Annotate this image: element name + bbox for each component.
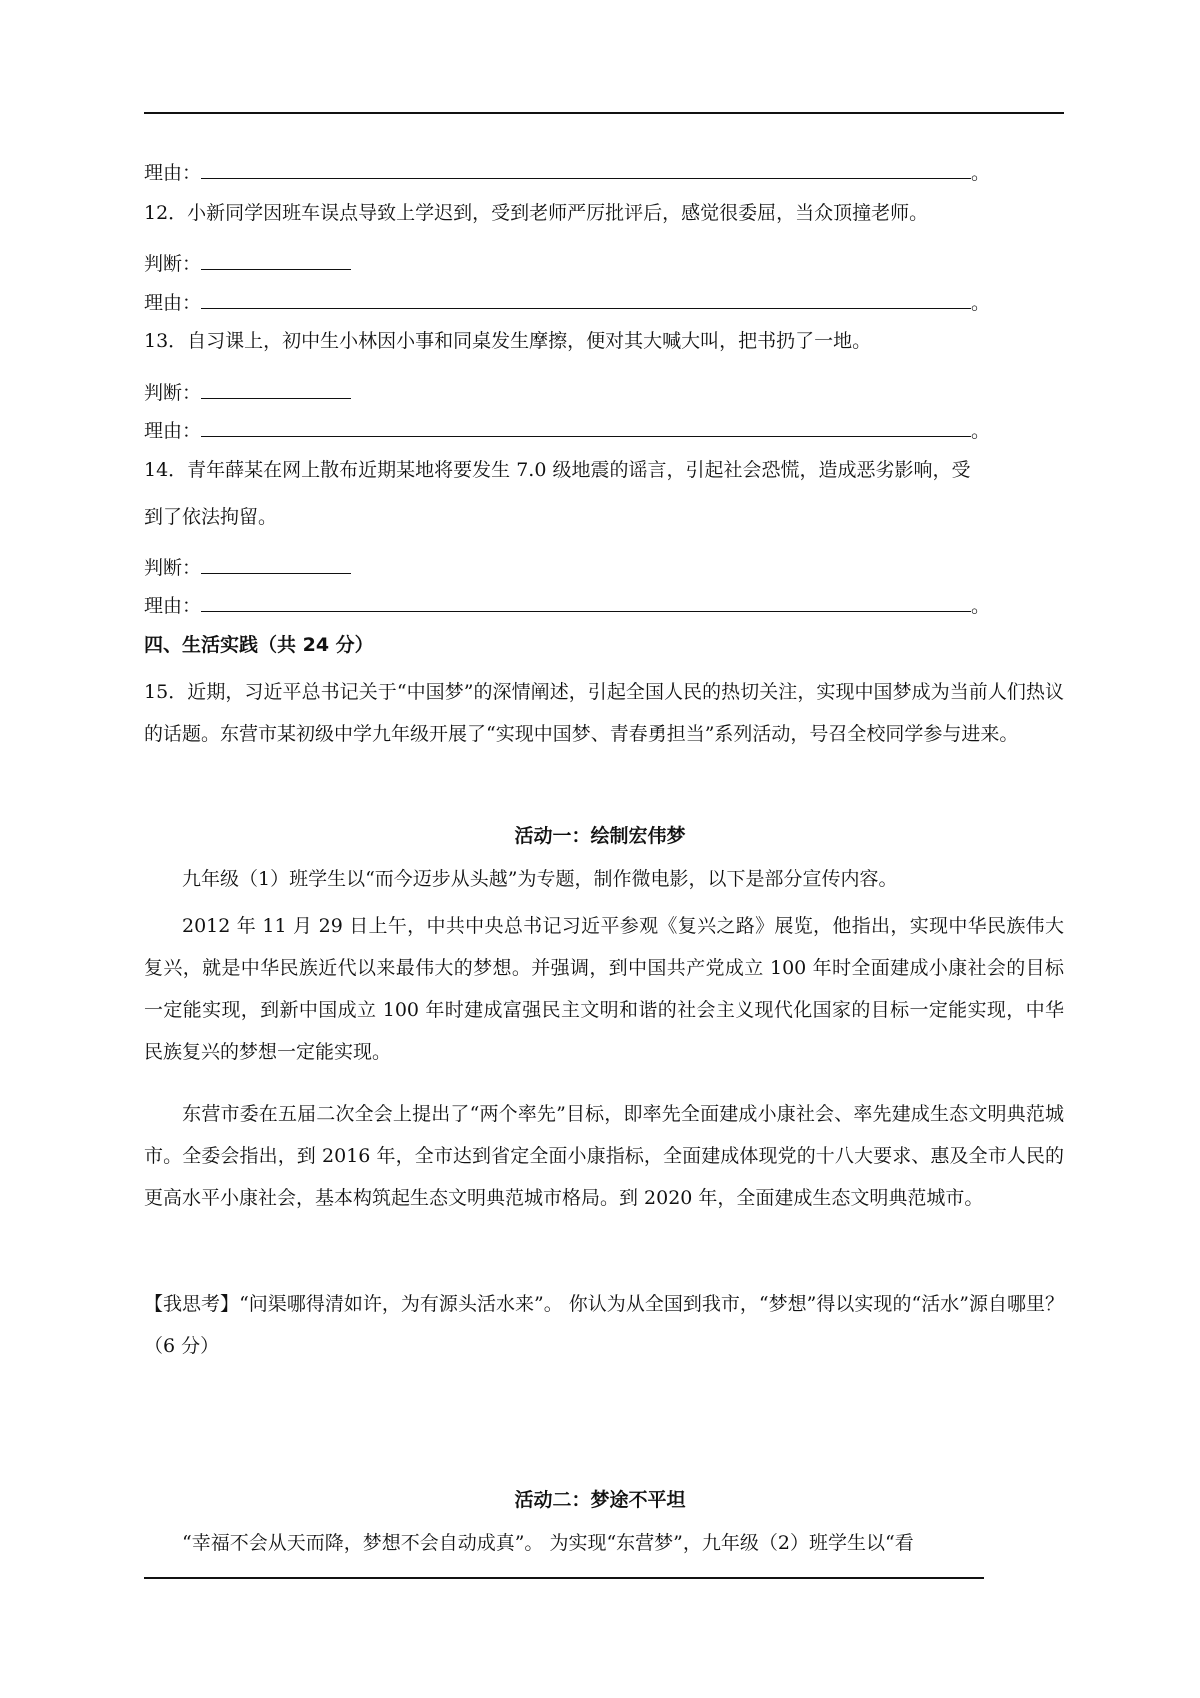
reason-line-14	[144, 593, 990, 619]
reason-blank[interactable]	[201, 593, 971, 612]
judge-label: 判断：	[144, 382, 202, 404]
judge-label: 判断：	[144, 253, 202, 275]
activity-2-p1	[144, 1522, 1064, 1564]
activity-1-p3	[144, 1093, 1064, 1219]
reason-label: 理由：	[144, 595, 202, 617]
section-4-title: 四、生活实践（共 24 分）	[144, 634, 374, 656]
activity-2-p1-text: “幸福不会从天而降，梦想不会自动成真”。 为实现“东营梦”，九年级（2）班学生以“看	[182, 1532, 914, 1554]
activity-1-p1	[144, 858, 1064, 900]
activity-1-think	[144, 1283, 1064, 1367]
period: 。	[971, 595, 991, 617]
activity-1-think-text: 【我思考】“问渠哪得清如许，为有源头活水来”。 你认为从全国到我市，“梦想”得以实现的“活水”源自哪里？（6 分）	[144, 1293, 1064, 1357]
reason-line-11	[144, 160, 990, 186]
period: 。	[971, 292, 991, 314]
activity-1-p2-text: 2012 年 11 月 29 日上午，中共中央总书记习近平参观《复兴之路》展览，他指出，实现中华民族伟大复兴，就是中华民族近代以来最伟大的梦想。并强调，到中国共产党成立 100 年时全面建成小康社会的目标一定能实现，到新中国成立 100 年时建成富强民主文明和谐的社会主义现代化国家的目标一定能实现，中华民族复兴的梦想一定能实现。	[144, 915, 1064, 1063]
reason-blank[interactable]	[201, 160, 971, 179]
reason-blank[interactable]	[201, 290, 971, 309]
footer-rule	[144, 1577, 984, 1579]
header-rule	[144, 112, 1064, 114]
judge-line-13	[144, 380, 351, 406]
activity-1-p3-text: 东营市委在五届二次全会上提出了“两个率先”目标，即率先全面建成小康社会、率先建成生态文明典范城市。全委会指出，到 2016 年，全市达到省定全面小康指标，全面建成体现党的十八大要求、惠及全市人民的更高水平小康社会，基本构筑起生态文明典范城市格局。到 2020 年，全面建成生态文明典范城市。	[144, 1103, 1064, 1209]
judge-blank[interactable]	[201, 380, 351, 399]
activity-1-title: 活动一：绘制宏伟梦	[514, 825, 686, 847]
question-13: 13．自习课上，初中生小林因小事和同桌发生摩擦，便对其大喊大叫，把书扔了一地。	[144, 330, 872, 352]
question-15	[144, 671, 1064, 755]
question-15-text: 15．近期，习近平总书记关于“中国梦”的深情阐述，引起全国人民的热切关注，实现中国梦成为当前人们热议的话题。东营市某初级中学九年级开展了“实现中国梦、青春勇担当”系列活动，号召全校同学参与进来。	[144, 681, 1064, 745]
judge-blank[interactable]	[201, 555, 351, 574]
reason-label: 理由：	[144, 420, 202, 442]
reason-blank[interactable]	[201, 418, 971, 437]
question-14-line2: 到了依法拘留。	[144, 506, 278, 528]
activity-2-title: 活动二：梦途不平坦	[514, 1489, 686, 1511]
period: 。	[971, 162, 991, 184]
reason-label: 理由：	[144, 292, 202, 314]
activity-1-p1-text: 九年级（1）班学生以“而今迈步从头越”为专题，制作微电影，以下是部分宣传内容。	[182, 868, 898, 890]
question-14-line1: 14．青年薛某在网上散布近期某地将要发生 7.0 级地震的谣言，引起社会恐慌，造成恶劣影响，受	[144, 459, 971, 481]
reason-line-13	[144, 418, 990, 444]
judge-line-12	[144, 251, 351, 277]
reason-label: 理由：	[144, 162, 202, 184]
judge-blank[interactable]	[201, 251, 351, 270]
reason-line-12	[144, 290, 990, 316]
activity-1-p2	[144, 905, 1064, 1073]
judge-label: 判断：	[144, 557, 202, 579]
question-12: 12．小新同学因班车误点导致上学迟到，受到老师严厉批评后，感觉很委屈，当众顶撞老师。	[144, 202, 929, 224]
judge-line-14	[144, 555, 351, 581]
period: 。	[971, 420, 991, 442]
